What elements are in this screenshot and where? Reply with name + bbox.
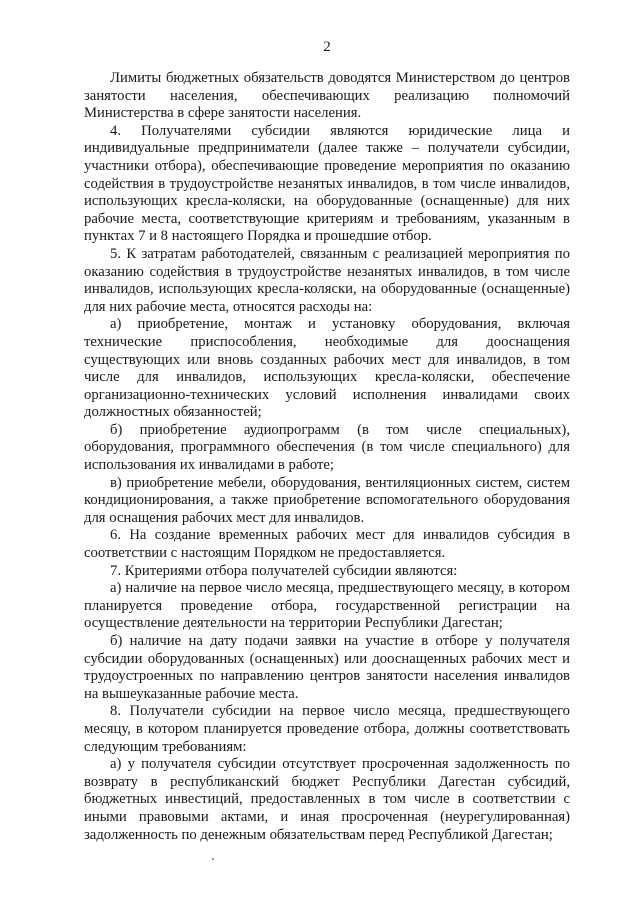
page-number: 2 [323, 39, 331, 55]
paragraph-item-7-a: а) наличие на первое число месяца, предшествующего месяцу, в котором планируется проведение отбора, государственной регистрации на осуществление деятельности на территории Республики Дагестан; [84, 580, 570, 632]
paragraph-budget-limits: Лимиты бюджетных обязательств доводятся Министерством до центров занятости населения, обеспечивающих реализацию полномочий Министерства в сфере занятости населения. [84, 70, 570, 122]
paragraph-item-7-b: б) наличие на дату подачи заявки на участие в отборе у получателя субсидии оборудованных (оснащенных) или дооснащенных рабочих мест и трудоустроенных по направлению центров занятости населения инвалидов на вышеуказанные рабочие места. [84, 633, 570, 702]
document-body [84, 70, 570, 844]
paragraph-item-6: 6. На создание временных рабочих мест для инвалидов субсидия в соответствии с настоящим Порядком не предоставляется. [84, 527, 570, 562]
paragraph-item-5-v: в) приобретение мебели, оборудования, вентиляционных систем, систем кондиционирования, а также приобретение вспомогательного оборудования для оснащения рабочих мест для инвалидов. [84, 474, 570, 526]
paragraph-item-4-recipients: 4. Получателями субсидии являются юридические лица и индивидуальные предприниматели (далее также – получатели субсидии, участники отбора), обеспечивающие проведение мероприятия по оказанию содействия в трудоустройстве незанятых инвалидов, в том числе инвалидов, использующих кресла-коляски, на оборудованные (оснащенные) для них рабочие места, соответствующие критериям и требованиям, указанным в пунктах 7 и 8 настоящего Порядка и прошедшие отбор. [84, 122, 570, 245]
paragraph-item-8-requirements: 8. Получатели субсидии на первое число месяца, предшествующего месяцу, в котором планируется проведение отбора, должны соответствовать следующим требованиям: [84, 703, 570, 755]
paragraph-item-8-a: а) у получателя субсидии отсутствует просроченная задолженность по возврату в республиканский бюджет Республики Дагестан субсидий, бюджетных инвестиций, предоставленных в том числе в соответствии с иными правовыми актами, и иная просроченная (неурегулированная) задолженность по денежным обязательствам перед Республикой Дагестан; [84, 756, 570, 843]
paragraph-item-5-b: б) приобретение аудиопрограмм (в том числе специальных), оборудования, программного обеспечения (в том числе специального) для использования их инвалидами в работе; [84, 421, 570, 474]
paragraph-item-7-criteria: 7. Критериями отбора получателей субсидии являются: [110, 562, 458, 579]
paragraph-item-5-expenses: 5. К затратам работодателей, связанным с реализацией мероприятия по оказанию содействия в трудоустройстве незанятых инвалидов, в том числе инвалидов, использующих кресла-коляски, на оборудованные (оснащенные) для них рабочие места, относятся расходы на: [84, 245, 570, 315]
paragraph-item-5-a: а) приобретение, монтаж и установку оборудования, включая технические приспособления, необходимые для дооснащения существующих или вновь созданных рабочих мест для инвалидов, в том числе для инвалидов, использующих кресла-коляски, обеспечение организационно-технических условий исполнения инвалидами своих должностных обязанностей; [84, 316, 570, 421]
scan-speck [212, 858, 214, 860]
